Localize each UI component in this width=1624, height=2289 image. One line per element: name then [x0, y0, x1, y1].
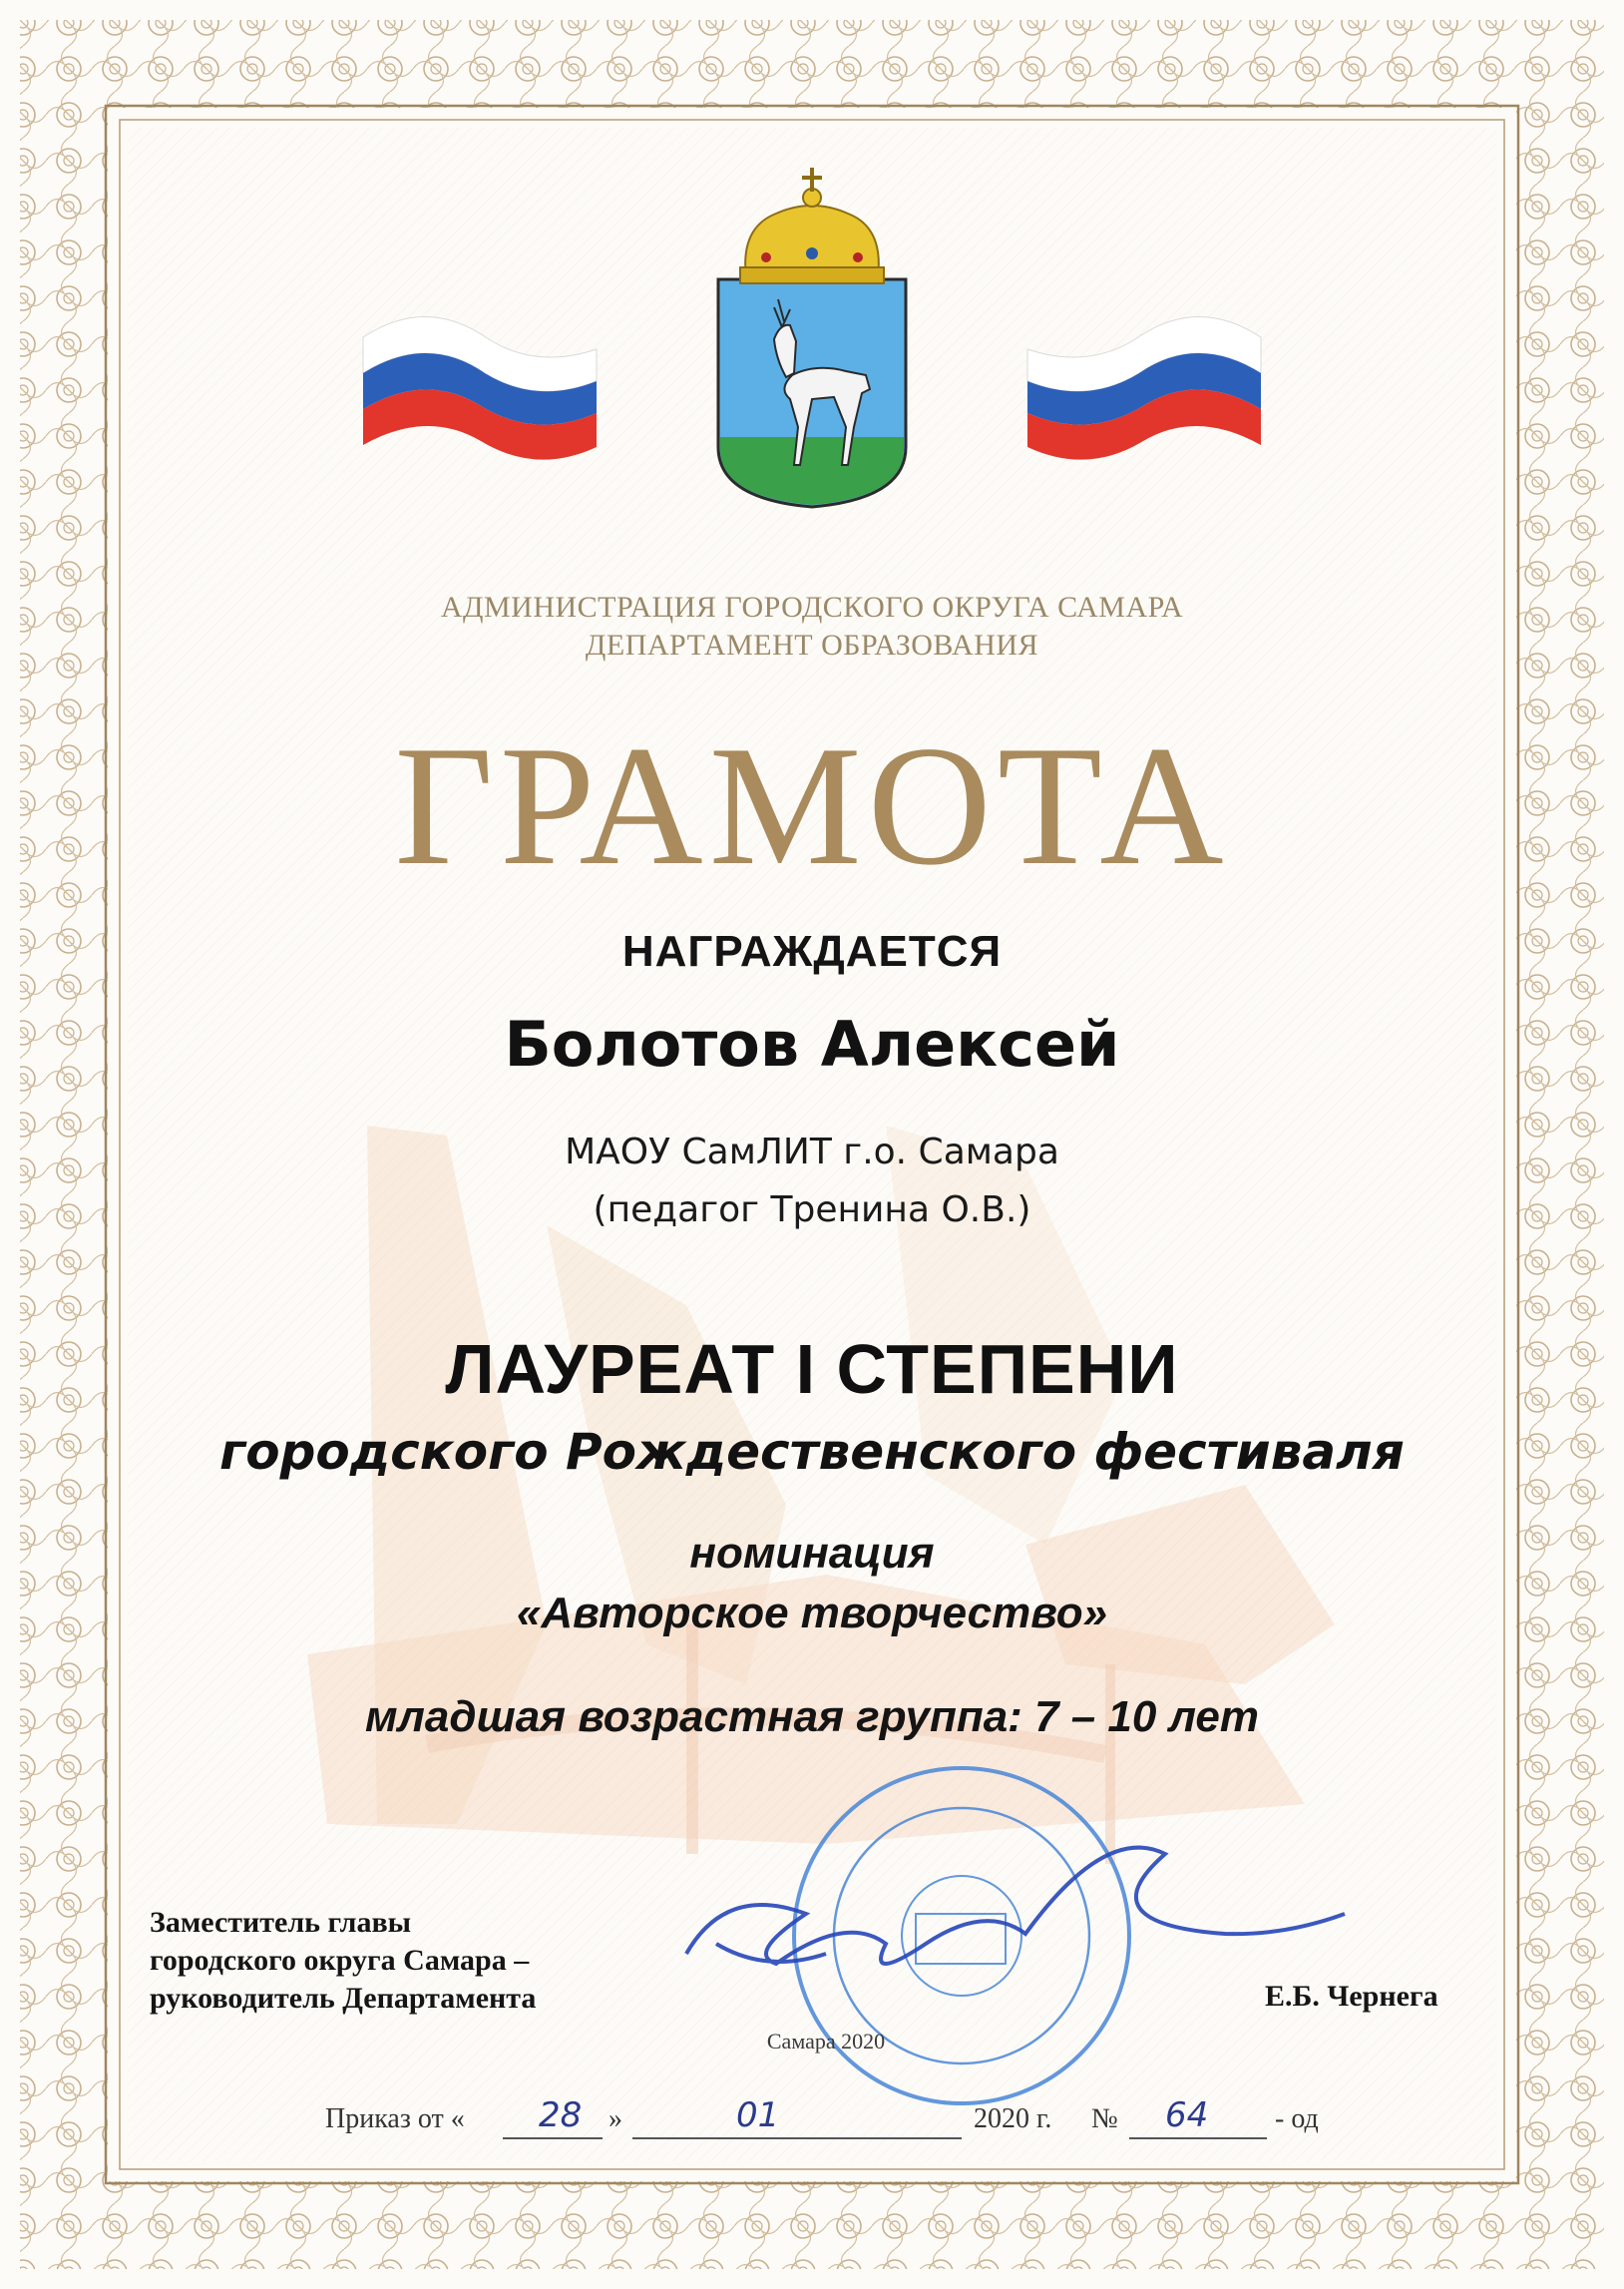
certificate-title: ГРАМОТА [394, 711, 1230, 901]
teacher-line: (педагог Тренина О.В.) [593, 1189, 1031, 1230]
official-stamp-icon [128, 128, 1496, 2161]
order-day-close: » [609, 2103, 622, 2134]
city-year: Самара 2020 [766, 2029, 886, 2054]
age-group: младшая возрастная группа: 7 – 10 лет [365, 1692, 1259, 1741]
nomination-name: «Авторское творчество» [516, 1589, 1108, 1637]
signer-name: Е.Б. Чернега [1265, 1980, 1438, 2013]
order-month: 01 [736, 2095, 780, 2135]
order-day-underline [503, 2137, 603, 2139]
order-number-label: № [1091, 2103, 1118, 2134]
admin-line-2: ДЕПАРТАМЕНТ ОБРАЗОВАНИЯ [585, 629, 1039, 662]
order-month-underline [632, 2137, 962, 2139]
award-level: ЛАУРЕАТ I СТЕПЕНИ [445, 1330, 1179, 1408]
order-line [128, 2097, 1496, 2141]
school-line: МАОУ СамЛИТ г.о. Самара [565, 1132, 1059, 1172]
order-number: 64 [1165, 2095, 1209, 2135]
signature-scribble-icon [686, 1848, 1345, 1964]
certificate-inner [128, 128, 1496, 2161]
admin-line-1: АДМИНИСТРАЦИЯ ГОРОДСКОГО ОКРУГА САМАРА [440, 591, 1184, 624]
recipient-name: Болотов Алексей [504, 1008, 1120, 1081]
festival-line: городского Рождественского фестиваля [219, 1423, 1405, 1481]
signer-position-line-3: руководитель Департамента [150, 1982, 537, 2015]
order-year: 2020 г. [974, 2103, 1052, 2134]
awarded-label: НАГРАЖДАЕТСЯ [621, 927, 1003, 976]
signer-position [150, 1904, 708, 2018]
order-prefix: Приказ от « [325, 2103, 465, 2134]
signer-position-line-2: городского округа Самара – [150, 1944, 530, 1977]
order-suffix: - од [1275, 2103, 1319, 2134]
nomination-label: номинация [689, 1529, 935, 1578]
signer-position-line-1: Заместитель главы [150, 1906, 412, 1939]
order-number-underline [1129, 2137, 1267, 2139]
order-day: 28 [539, 2095, 583, 2135]
